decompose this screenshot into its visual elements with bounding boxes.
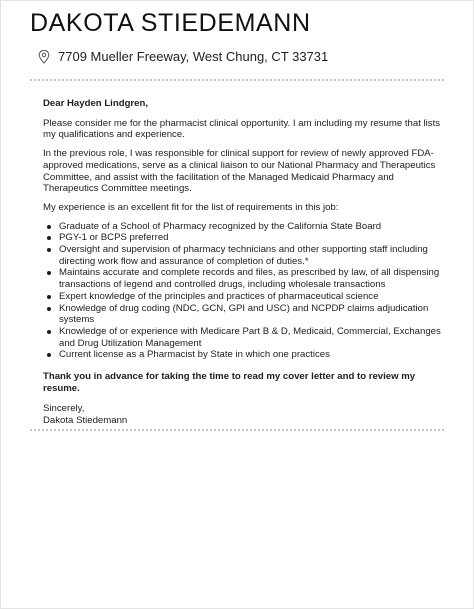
list-item: PGY-1 or BCPS preferred (43, 232, 443, 244)
paragraph-experience: In the previous role, I was responsible for clinical support for review of newly approved FDA-approved medications, serve as a clinical liaison to our National Pharmacy and Therapeutics Committee, and assist with the facilitation of the Managed Medicaid Pharmacy and Therapeutics Committee meetings. (43, 148, 436, 195)
greeting: Dear Hayden Lindgren, (43, 98, 149, 109)
list-item: Maintains accurate and complete records and files, as prescribed by law, of all dispensing transactions of legend and controlled drugs, including wholesale transactions (43, 267, 443, 290)
applicant-name: DAKOTA STIEDEMANN (30, 9, 311, 37)
list-item: Graduate of a School of Pharmacy recognized by the California State Board (43, 221, 443, 233)
closing-statement: Thank you in advance for taking the time to read my cover letter and to review my resume. (43, 371, 416, 394)
address-line (38, 49, 328, 64)
location-pin-icon (38, 50, 50, 64)
divider-bottom (30, 429, 444, 431)
address-text: 7709 Mueller Freeway, West Chung, CT 33731 (58, 49, 329, 64)
divider-top (30, 79, 444, 81)
paragraph-intro: Please consider me for the pharmacist clinical opportunity. I am including my resume that lists my qualifications and experience. (43, 117, 441, 141)
list-item: Current license as a Pharmacist by State in which one practices (43, 349, 443, 361)
list-item: Knowledge of drug coding (NDC, GCN, GPI and USC) and NCPDP claims adjudication systems (43, 303, 443, 326)
list-item: Oversight and supervision of pharmacy technicians and other supporting staff including directing work flow and assurance of completion of duties.* (43, 244, 443, 267)
signature-name: Dakota Stiedemann (43, 415, 128, 427)
requirements-list (43, 221, 443, 361)
paragraph-fit: My experience is an excellent fit for the list of requirements in this job: (43, 201, 339, 213)
letter-body (43, 98, 443, 427)
list-item: Expert knowledge of the principles and practices of pharmaceutical science (43, 291, 443, 303)
sign-off: Sincerely, (43, 403, 85, 415)
list-item: Knowledge of or experience with Medicare Part B & D, Medicaid, Commercial, Exchanges and Drug Utilization Management (43, 326, 443, 349)
